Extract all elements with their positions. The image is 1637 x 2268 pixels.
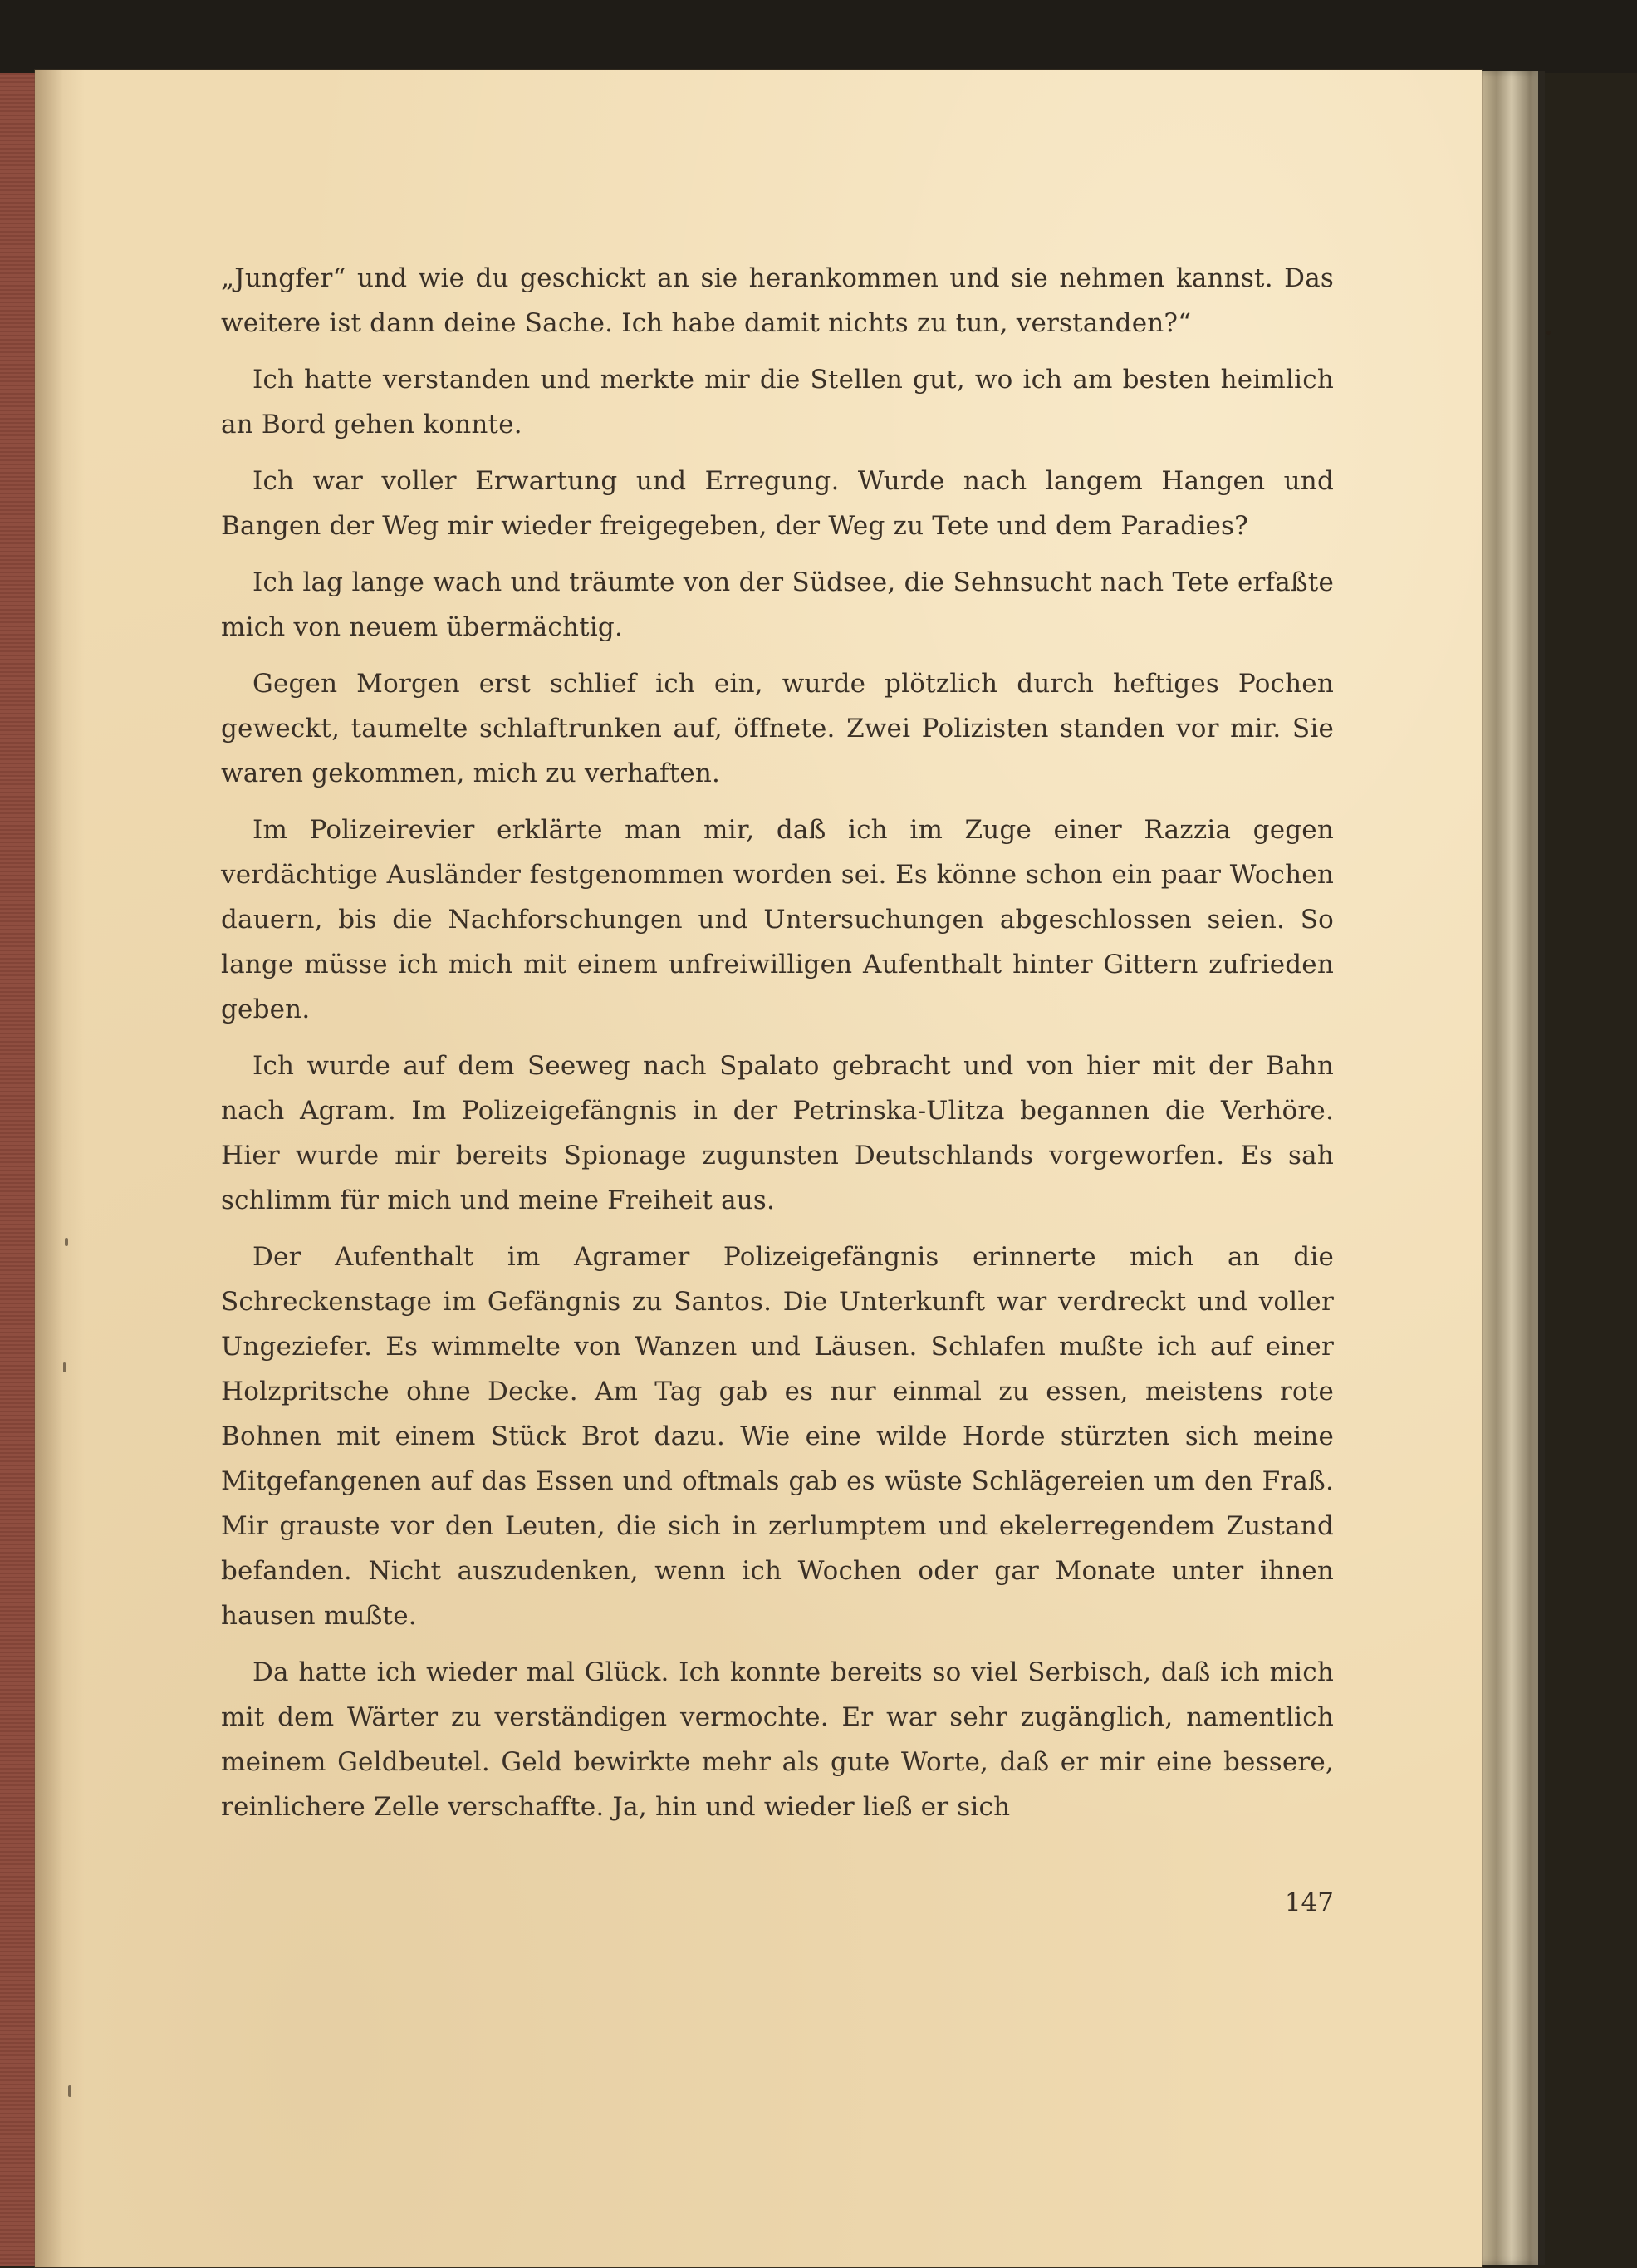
gutter-shadow — [35, 70, 63, 2267]
scan-speck — [63, 1362, 66, 1372]
paragraph-9: Da hatte ich wieder mal Glück. Ich konnte bereits so viel Serbisch, daß ich mich mit dem Wärter zu verständigen vermochte. Er war sehr zugänglich, namentlich meinem Geldbeutel. Geld bewirkte mehr als gute Worte, daß er mir eine bessere, reinlichere Zelle verschaffte. Ja, hin und wieder ließ er sich — [221, 1657, 1334, 1822]
paragraph-6: Im Polizeirevier erklärte man mir, daß ich im Zuge einer Razzia gegen verdächtige Ausländer festgenommen worden sei. Es könne schon ein paar Wochen dauern, bis die Nachforschungen und Untersuchungen abgeschlossen seien. So lange müsse ich mich mit einem unfreiwilligen Aufenthalt hinter Gittern zufrieden geben. — [221, 815, 1334, 1024]
page-number: 147 — [1284, 1888, 1334, 1917]
paragraph-2: Ich hatte verstanden und merkte mir die Stellen gut, wo ich am besten heimlich an Bord gehen konnte. — [221, 365, 1334, 439]
body-text — [221, 256, 1334, 1841]
paragraph-7: Ich wurde auf dem Seeweg nach Spalato gebracht und von hier mit der Bahn nach Agram. Im Polizeigefängnis in der Petrinska-Ulitza begannen die Verhöre. Hier wurde mir bereits Spionage zugunsten Deutschlands vorgeworfen. Es sah schlimm für mich und meine Freiheit aus. — [221, 1051, 1334, 1215]
paragraph-4: Ich lag lange wach und träumte von der Südsee, die Sehnsucht nach Tete erfaßte mich von neuem übermächtig. — [221, 567, 1334, 642]
book-page — [35, 70, 1482, 2267]
scan-speck — [65, 1238, 68, 1246]
paragraph-3: Ich war voller Erwartung und Erregung. Wurde nach langem Hangen und Bangen der Weg mir wieder freigegeben, der Weg zu Tete und dem Paradies? — [221, 466, 1334, 541]
paragraph-5: Gegen Morgen erst schlief ich ein, wurde plötzlich durch heftiges Pochen geweckt, taumelte schlaftrunken auf, öffnete. Zwei Polizisten standen vor mir. Sie waren gekommen, mich zu verhaften. — [221, 669, 1334, 788]
scan-speck — [68, 2085, 71, 2097]
paragraph-8: Der Aufenthalt im Agramer Polizeigefängnis erinnerte mich an die Schreckenstage im Gefängnis zu Santos. Die Unterkunft war verdreckt und voller Ungeziefer. Es wimmelte von Wanzen und Läusen. Schlafen mußte ich auf einer Holzpritsche ohne Decke. Am Tag gab es nur einmal zu essen, meistens rote Bohnen mit einem Stück Brot dazu. Wie eine wilde Horde stürzten sich meine Mitgefangenen auf das Essen und oftmals gab es wüste Schlägereien um den Fraß. Mir grauste vor den Leuten, die sich in zerlumptem und ekelerregendem Zustand befanden. Nicht auszudenken, wenn ich Wochen oder gar Monate unter ihnen hausen mußte. — [221, 1242, 1334, 1631]
scan-speck — [1546, 331, 1551, 335]
paragraph-1: „Jungfer“ und wie du geschickt an sie herankommen und sie nehmen kannst. Das weitere ist dann deine Sache. Ich habe damit nichts zu tun, verstanden?“ — [221, 263, 1334, 338]
scan-top-edge — [0, 0, 1637, 73]
